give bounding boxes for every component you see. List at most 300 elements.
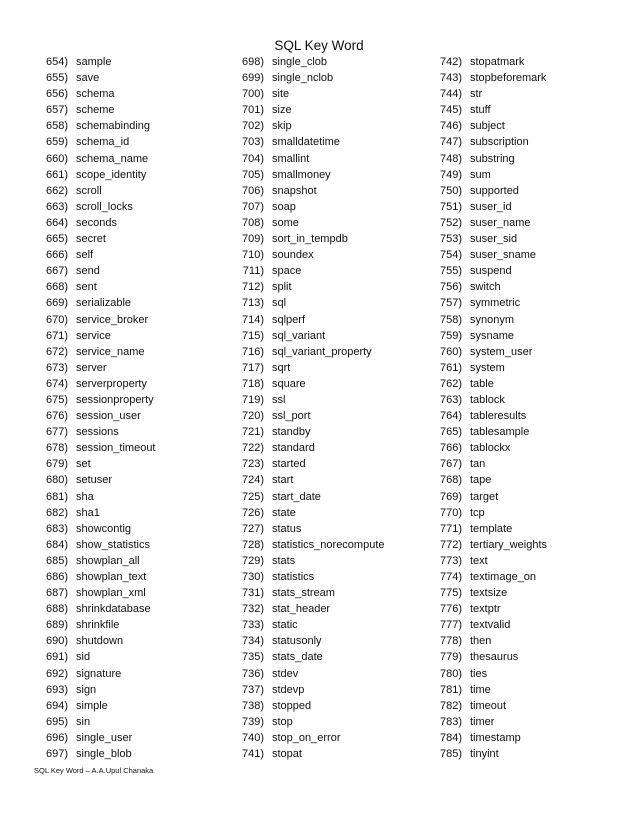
list-item [428,102,547,118]
keyword: tape [470,474,492,487]
item-number: 730) [241,571,264,583]
item-number: 768) [439,474,462,487]
keyword: size [272,104,292,117]
keyword: smallint [272,152,310,165]
item-number: 733) [241,619,264,632]
list-item [428,456,547,472]
keyword: tcp [470,506,485,519]
item-number: 774) [439,571,462,583]
keyword: sha [76,490,94,503]
keyword: service_name [76,345,145,358]
list-item [230,295,385,311]
item-number: 698) [241,56,264,68]
list-item [34,183,156,199]
keyword: skip [272,120,292,133]
list-item [34,649,156,665]
list-item [428,54,547,70]
list-item [34,151,156,167]
list-item [230,537,385,553]
item-number: 741) [241,748,264,761]
item-number: 667) [45,265,68,278]
keyword: stdev [272,667,299,680]
list-item [428,86,547,102]
item-number: 766) [439,442,462,455]
list-item [34,633,156,649]
keyword: sql [272,297,287,310]
keyword: schema_id [76,136,130,149]
item-number: 688) [45,603,68,616]
item-number: 691) [45,651,68,664]
item-number: 777) [439,619,462,632]
keyword: seconds [76,216,117,229]
keyword: split [272,281,292,294]
item-number: 659) [45,136,68,149]
list-item [34,54,156,70]
list-item [230,505,385,521]
list-item [428,553,547,569]
keyword: subject [470,120,505,133]
item-number: 767) [439,458,462,471]
keyword-column-1 [34,54,156,762]
list-item [428,279,547,295]
keyword: sql_variant_property [272,345,372,358]
list-item [428,344,547,360]
list-item [34,682,156,698]
keyword: suspend [470,265,512,278]
item-number: 737) [241,683,264,696]
item-number: 753) [439,233,462,246]
keyword: some [272,216,299,229]
list-item [34,601,156,617]
list-item [34,698,156,714]
item-number: 759) [439,329,462,342]
item-number: 728) [241,538,264,551]
list-item [428,746,547,762]
keyword: ties [470,667,488,680]
keyword: stat_header [272,603,331,616]
keyword: service [76,329,111,342]
item-number: 772) [439,538,462,551]
keyword: sid [76,651,91,664]
list-item [428,585,547,601]
item-number: 744) [439,88,462,101]
keyword: serializable [76,297,132,310]
keyword: standard [272,442,315,455]
item-number: 778) [439,635,462,648]
list-item [34,472,156,488]
list-item [34,746,156,762]
item-number: 740) [241,731,264,744]
item-number: 683) [45,522,68,535]
item-number: 748) [439,152,462,165]
list-item [230,666,385,682]
item-number: 692) [45,667,68,680]
list-item [230,521,385,537]
list-item [34,215,156,231]
list-item [230,247,385,263]
keyword: space [272,265,302,278]
list-item [428,730,547,746]
item-number: 672) [45,345,68,358]
list-item [34,714,156,730]
keyword: subscription [470,136,529,149]
list-item [230,746,385,762]
keyword: timer [470,715,495,728]
item-number: 783) [439,715,462,728]
item-number: 734) [241,635,264,648]
item-number: 654) [45,56,68,68]
list-item [34,199,156,215]
list-item [230,231,385,247]
list-item [34,247,156,263]
keyword-column-3 [428,54,547,762]
keyword: switch [470,281,501,294]
list-item [34,553,156,569]
keyword: timeout [470,699,507,712]
item-number: 693) [45,683,68,696]
keyword: sysname [470,329,515,342]
list-item [34,70,156,86]
keyword: start [272,474,294,487]
list-item [428,167,547,183]
item-number: 784) [439,731,462,744]
item-number: 701) [241,104,264,117]
item-number: 717) [241,361,264,374]
item-number: 725) [241,490,264,503]
item-number: 731) [241,587,264,600]
item-number: 756) [439,281,462,294]
item-number: 661) [45,168,68,181]
list-item [34,440,156,456]
item-number: 779) [439,651,462,664]
item-number: 761) [439,361,462,374]
item-number: 656) [45,88,68,101]
list-item [34,295,156,311]
keyword: schema [76,88,115,101]
item-number: 745) [439,104,462,117]
item-number: 763) [439,393,462,406]
keyword: sum [470,168,491,181]
keyword: state [272,506,296,519]
list-item [428,682,547,698]
keyword: tan [470,458,486,471]
keyword: sent [76,281,97,294]
keyword: stopped [272,699,312,712]
list-item [428,151,547,167]
keyword: sqrt [272,361,291,374]
keyword: stats_stream [272,587,335,600]
list-item [428,295,547,311]
keyword: sqlperf [272,313,306,326]
item-number: 684) [45,538,68,551]
item-number: 720) [241,410,264,423]
item-number: 689) [45,619,68,632]
list-item [34,408,156,424]
keyword: suser_id [470,200,512,213]
keyword: stop_on_error [272,731,341,744]
item-number: 670) [45,313,68,326]
list-item [34,617,156,633]
keyword: self [76,249,94,262]
keyword: showplan_xml [76,587,146,600]
item-number: 676) [45,410,68,423]
list-item [428,440,547,456]
list-item [34,134,156,150]
keyword: stdevp [272,683,305,696]
item-number: 657) [45,104,68,117]
keyword: textptr [470,603,501,616]
list-item [34,521,156,537]
item-number: 680) [45,474,68,487]
list-item [230,456,385,472]
list-item [34,279,156,295]
list-item [230,633,385,649]
item-number: 665) [45,233,68,246]
item-number: 685) [45,554,68,567]
item-number: 662) [45,184,68,197]
keyword: stats_date [272,651,323,664]
keyword: started [272,458,306,471]
item-number: 750) [439,184,462,197]
item-number: 732) [241,603,264,616]
list-item [34,86,156,102]
list-item [230,472,385,488]
item-number: 705) [241,168,264,181]
keyword: timestamp [470,731,521,744]
keyword: secret [76,233,106,246]
list-item [428,199,547,215]
item-number: 715) [241,329,264,342]
keyword: tablock [470,393,505,406]
item-number: 782) [439,699,462,712]
keyword: sign [76,683,97,696]
item-number: 678) [45,442,68,455]
list-item [230,102,385,118]
item-number: 775) [439,587,462,600]
list-item [34,167,156,183]
keyword: status [272,522,302,535]
item-number: 671) [45,329,68,342]
item-number: 686) [45,571,68,583]
keyword: schema_name [76,152,149,165]
list-item [34,312,156,328]
item-number: 660) [45,152,68,165]
list-item [230,649,385,665]
list-item [428,633,547,649]
keyword: sql_variant [272,329,326,342]
list-item [428,521,547,537]
list-item [34,666,156,682]
keyword: thesaurus [470,651,519,664]
list-item [34,456,156,472]
keyword: statusonly [272,635,322,648]
item-number: 780) [439,667,462,680]
item-number: 749) [439,168,462,181]
item-number: 708) [241,216,264,229]
keyword: symmetric [470,297,521,310]
keyword: tablesample [470,426,530,439]
keyword: sha1 [76,506,100,519]
item-number: 724) [241,474,264,487]
keyword: suser_sid [470,233,518,246]
item-number: 704) [241,152,264,165]
item-number: 760) [439,345,462,358]
keyword: showcontig [76,522,132,535]
list-item [34,489,156,505]
list-item [230,489,385,505]
keyword: text [470,554,488,567]
list-item [428,489,547,505]
list-item [230,601,385,617]
item-number: 687) [45,587,68,600]
keyword: service_broker [76,313,149,326]
keyword: system_user [470,345,533,358]
list-item [34,231,156,247]
keyword: stats [272,554,296,567]
keyword: tableresults [470,410,527,423]
keyword: shutdown [76,635,124,648]
list-item [428,569,547,585]
list-item [34,730,156,746]
item-number: 710) [241,249,264,262]
item-number: 755) [439,265,462,278]
item-number: 703) [241,136,264,149]
keyword: stuff [470,104,491,117]
keyword: square [272,377,306,390]
item-number: 706) [241,184,264,197]
keyword: substring [470,152,515,165]
item-number: 785) [439,748,462,761]
item-number: 674) [45,377,68,390]
list-item [230,167,385,183]
list-item [34,537,156,553]
keyword: statistics_norecompute [272,538,385,551]
list-item [428,698,547,714]
item-number: 711) [242,265,264,278]
item-number: 726) [241,506,264,519]
list-item [34,392,156,408]
item-number: 751) [439,200,462,213]
keyword: setuser [76,474,113,487]
list-item [428,118,547,134]
item-number: 762) [439,377,462,390]
keyword: textimage_on [470,571,537,583]
list-item [230,698,385,714]
keyword: save [76,72,100,85]
item-number: 658) [45,120,68,133]
keyword: sessionproperty [76,393,154,406]
list-item [230,215,385,231]
item-number: 681) [45,490,68,503]
keyword: static [272,619,298,632]
list-item [34,585,156,601]
list-item [230,585,385,601]
list-item [230,553,385,569]
keyword: stop [272,715,293,728]
item-number: 781) [439,683,462,696]
keyword: scheme [76,104,115,117]
list-item [428,505,547,521]
keyword: showplan_all [76,554,140,567]
item-number: 723) [241,458,264,471]
list-item [428,328,547,344]
keyword: template [470,522,513,535]
list-item [230,392,385,408]
keyword: simple [76,699,108,712]
keyword: table [470,377,494,390]
item-number: 718) [241,377,264,390]
item-number: 758) [439,313,462,326]
item-number: 776) [439,603,462,616]
list-item [230,183,385,199]
item-number: 675) [45,393,68,406]
list-item [230,424,385,440]
keyword: shrinkfile [76,619,120,632]
keyword: stopatmark [470,56,525,68]
keyword: server [76,361,107,374]
item-number: 714) [241,313,264,326]
keyword: supported [470,184,519,197]
list-item [428,714,547,730]
item-number: 673) [45,361,68,374]
list-item [34,505,156,521]
keyword: smalldatetime [272,136,340,149]
list-item [34,424,156,440]
item-number: 712) [241,281,264,294]
item-number: 765) [439,426,462,439]
keyword: scroll_locks [76,200,133,213]
item-number: 666) [45,249,68,262]
list-item [428,408,547,424]
list-item [428,134,547,150]
list-item [230,328,385,344]
item-number: 722) [241,442,264,455]
keyword: synonym [470,313,515,326]
item-number: 702) [241,120,264,133]
item-number: 738) [241,699,264,712]
keyword: single_user [76,731,133,744]
item-number: 757) [439,297,462,310]
keyword: snapshot [272,184,317,197]
keyword: shrinkdatabase [76,603,151,616]
list-item [428,231,547,247]
keyword: single_nclob [272,72,334,85]
item-number: 668) [45,281,68,294]
list-item [34,263,156,279]
item-number: 696) [45,731,68,744]
keyword: then [470,635,492,648]
keyword: sin [76,715,91,728]
item-number: 695) [45,715,68,728]
item-number: 742) [439,56,462,68]
keyword: standby [272,426,311,439]
list-item [230,569,385,585]
list-item [428,424,547,440]
list-item [230,118,385,134]
list-item [34,344,156,360]
list-item [230,714,385,730]
list-item [428,215,547,231]
keyword: show_statistics [76,538,150,551]
item-number: 713) [241,297,264,310]
item-number: 773) [439,554,462,567]
keyword: stopbeforemark [470,72,547,85]
list-item [34,328,156,344]
keyword: ssl_port [272,410,311,423]
keyword: set [76,458,91,471]
item-number: 735) [241,651,264,664]
list-item [230,360,385,376]
